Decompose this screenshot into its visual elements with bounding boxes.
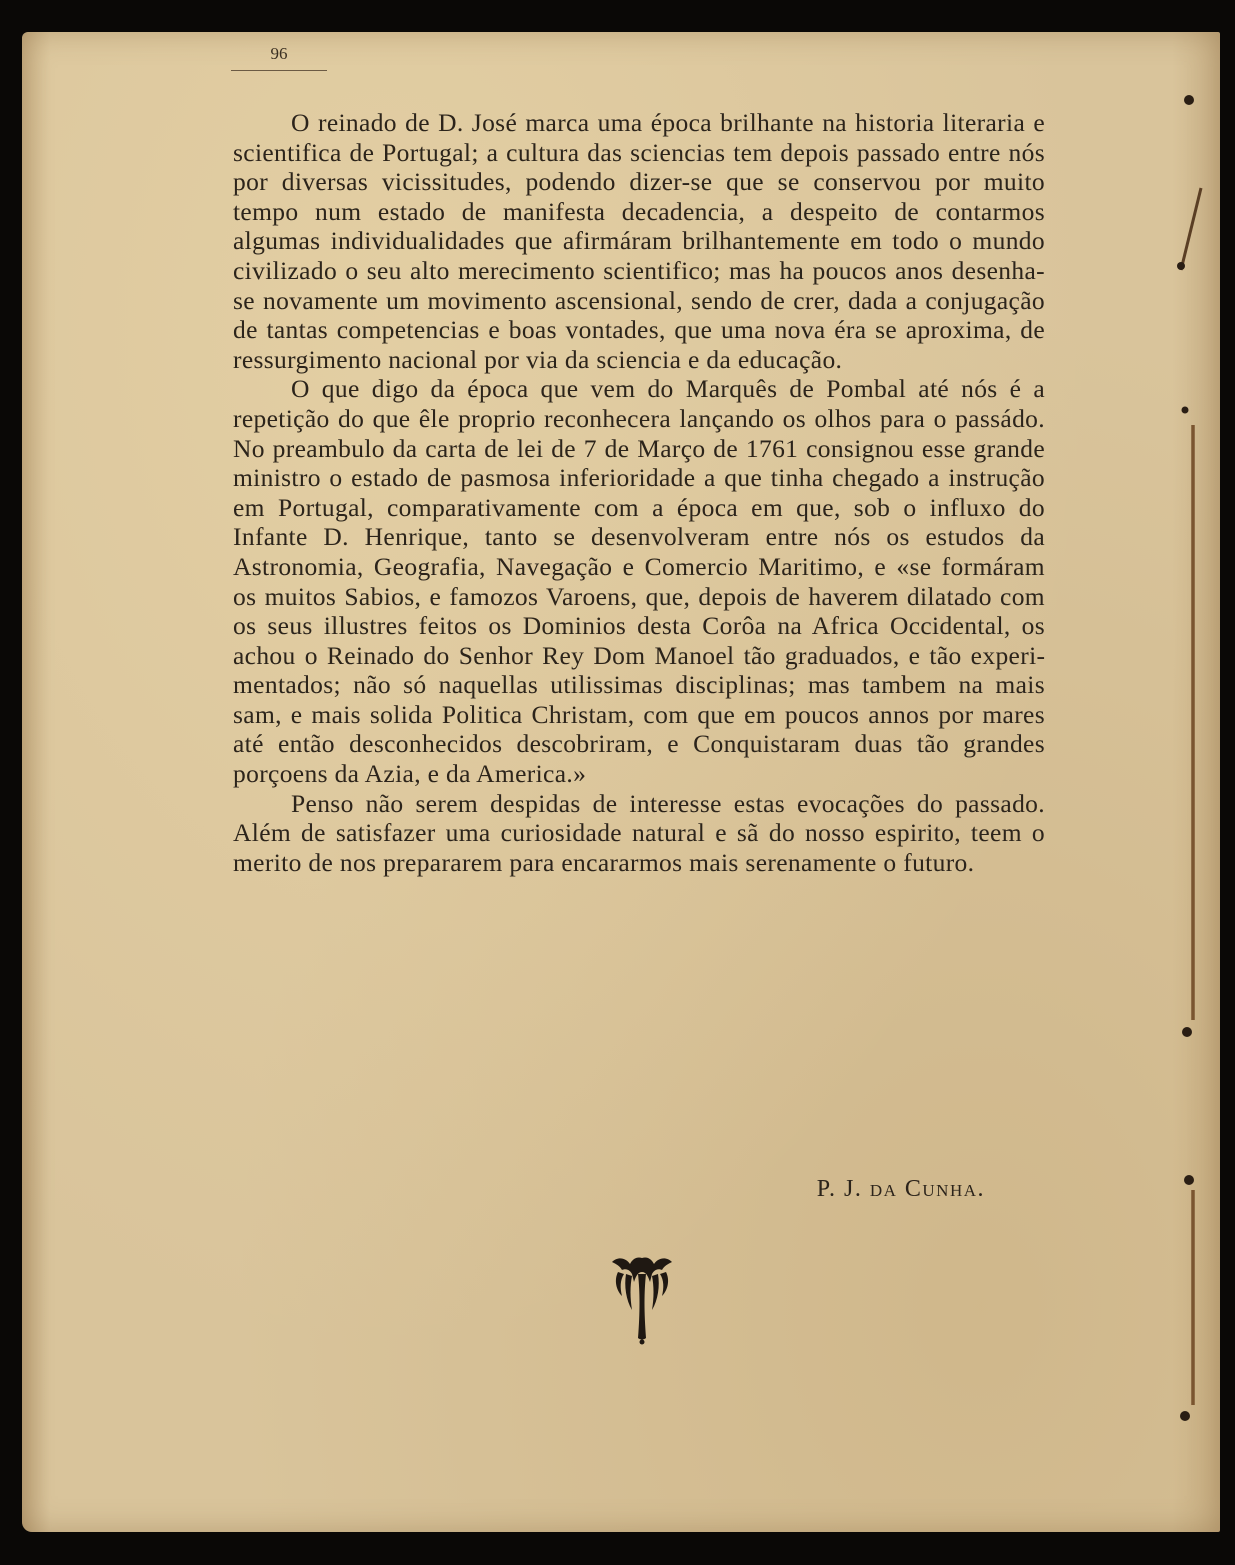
author-signature: P. J. da Cunha. <box>816 1176 985 1202</box>
body-text <box>233 108 1045 877</box>
tailpiece-ornament-icon <box>604 1252 680 1348</box>
paragraph-1: O reinado de D. José marca uma época brilhante na historia literaria e scientifica de Portugal; a cultura das sciencias tem depois passado entre nós por diversas vicissitudes, podendo dizer-se que se conservou por muito tempo num estado de manifesta decadencia, a despeito de contarmos algumas individualidades que afirmáram brilhantemente em todo o mundo civilizado o seu alto merecimento scientifico; mas ha poucos anos desenha-se novamente um movimento ascensional, sendo de crer, dada a conjugação de tantas competencias e boas vontades, que uma nova éra se aproxima, de ressurgimento nacional por via da sciencia e da educação. <box>233 108 1045 374</box>
paragraph-3: Penso não serem despidas de interesse estas evocações do passado. Além de satisfazer uma curiosidade natural e sã do nosso espirito, teem o merito de nos prepararem para encararmos mais serenamente o futuro. <box>233 788 1045 877</box>
binding-edge-marks <box>1165 80 1215 1440</box>
page-number: 96 <box>231 44 327 71</box>
paragraph-2: O que digo da época que vem do Marquês de Pombal até nós é a repetição do que êle proprio reconhecera lançando os olhos para o passádo. No preambulo da carta de lei de 7 de Março de 1761 consignou esse grande ministro o estado de pasmosa inferioridade a que tinha chegado a instrução em Portugal, comparativamente com a época em que, sob o influxo do Infante D. Henrique, tanto se desenvolveram entre nós os estudos da Astronomia, Geografia, Navegação e Comercio Maritimo, e «se formáram os muitos Sabios, e famozos Varoens, que, depois de haverem dilatado com os seus illustres feitos os Dominios desta Corôa na Africa Occidental, os achou o Reinado do Senhor Rey Dom Manoel tão graduados, e tão experimentados; não só naquellas utilissimas disciplinas; mas tambem na mais sam, e mais solida Politica Christam, com que em poucos annos por mares até então desconhecidos descobriram, e Conquistaram duas tão grandes porçoens da Azia, e da America.» <box>233 374 1045 789</box>
